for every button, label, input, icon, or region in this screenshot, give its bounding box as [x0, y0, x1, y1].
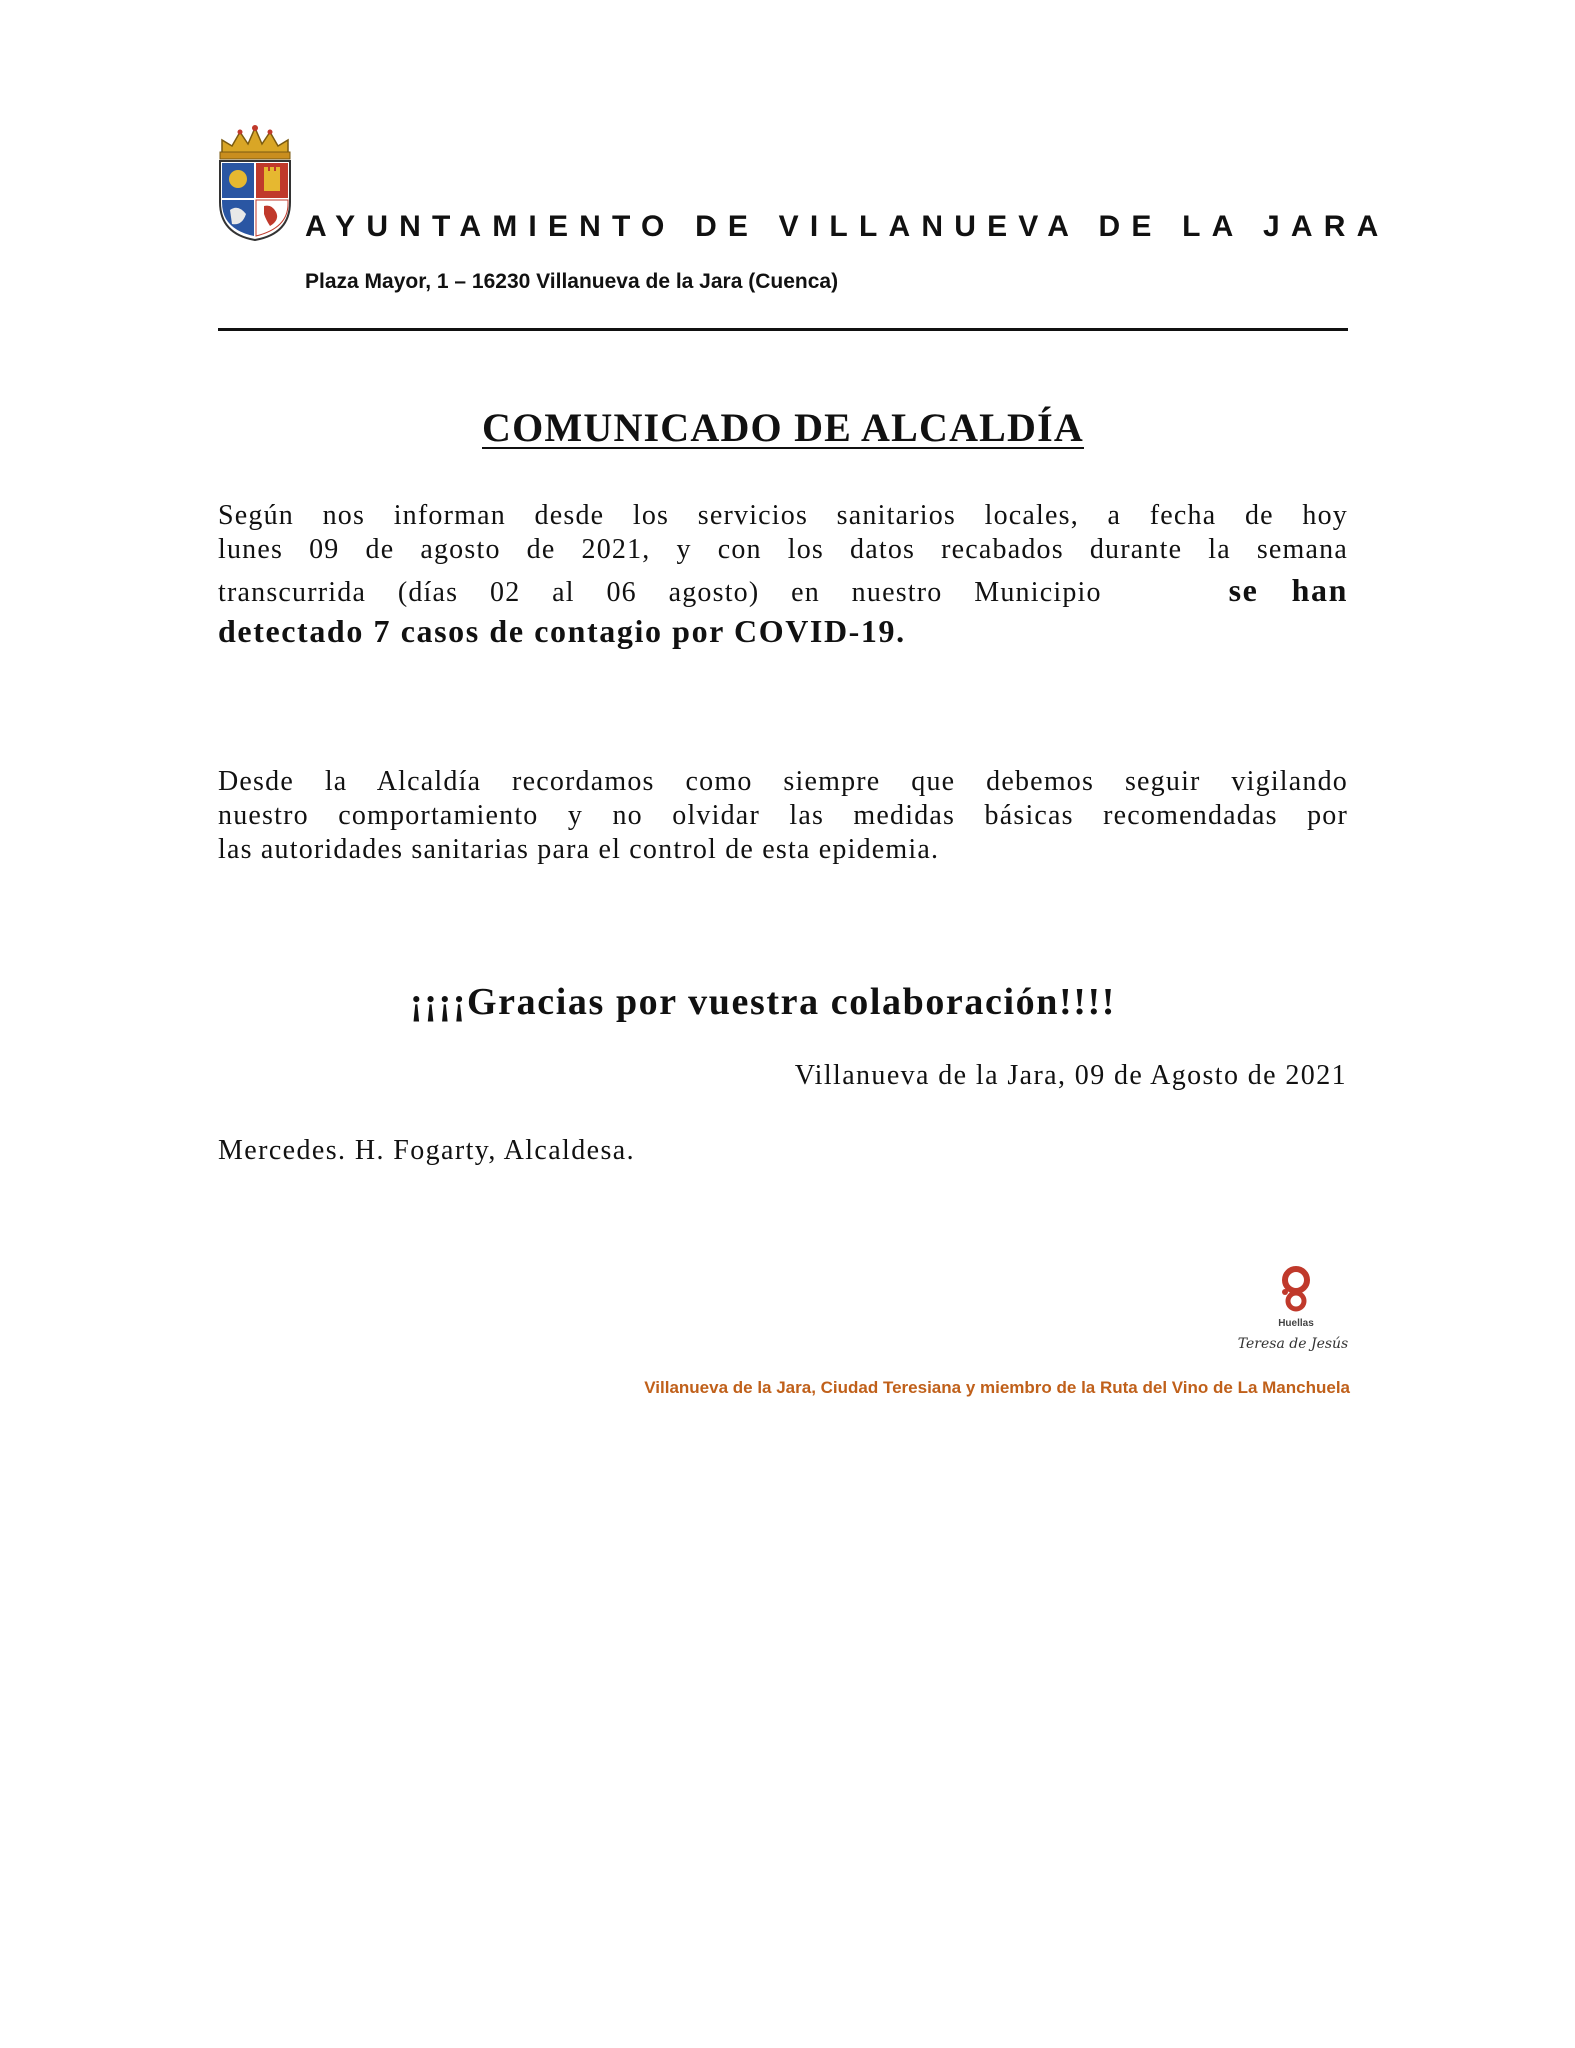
organization-name: AYUNTAMIENTO DE VILLANUEVA DE LA JARA — [305, 210, 1390, 243]
paragraph1-line4: detectado 7 casos de contagio por COVID-19. — [218, 613, 906, 649]
coat-of-arms-icon — [214, 124, 296, 242]
paragraph1-line2: lunes 09 de agosto de 2021, y con los datos recabados durante la semana — [218, 534, 1348, 565]
huellas-logo-icon — [1238, 1262, 1348, 1362]
date-and-place: Villanueva de la Jara, 09 de Agosto de 2021 — [794, 1060, 1347, 1091]
signature-line: Mercedes. H. Fogarty, Alcaldesa. — [218, 1135, 635, 1166]
paragraph2-line3: las autoridades sanitarias para el control de esta epidemia. — [218, 834, 940, 865]
paragraph-recommendations — [218, 765, 1348, 867]
paragraph1-line3 — [218, 573, 1348, 610]
paragraph1-line3-bold: se han — [1228, 572, 1348, 608]
teresa-script: Teresa de Jesús — [1238, 1336, 1348, 1352]
document-title-text: COMUNICADO DE ALCALDÍA — [482, 405, 1084, 450]
header-divider — [218, 328, 1348, 331]
footer-note: Villanueva de la Jara, Ciudad Teresiana y miembro de la Ruta del Vino de La Manchuela — [644, 1378, 1350, 1397]
paragraph1-line1: Según nos informan desde los servicios sanitarios locales, a fecha de hoy — [218, 500, 1348, 531]
paragraph2-line1: Desde la Alcaldía recordamos como siempre que debemos seguir vigilando — [218, 766, 1348, 797]
document-title — [218, 404, 1348, 451]
organization-address: Plaza Mayor, 1 – 16230 Villanueva de la Jara (Cuenca) — [305, 270, 839, 293]
huellas-label: Huellas — [1278, 1318, 1314, 1329]
paragraph-cases-report — [218, 499, 1348, 648]
thanks-message: ¡¡¡¡Gracias por vuestra colaboración!!!! — [410, 981, 1116, 1023]
paragraph2-line2: nuestro comportamiento y no olvidar las medidas básicas recomendadas por — [218, 800, 1348, 831]
paragraph1-line3-normal: transcurrida (días 02 al 06 agosto) en nuestro Municipio — [218, 577, 1102, 608]
